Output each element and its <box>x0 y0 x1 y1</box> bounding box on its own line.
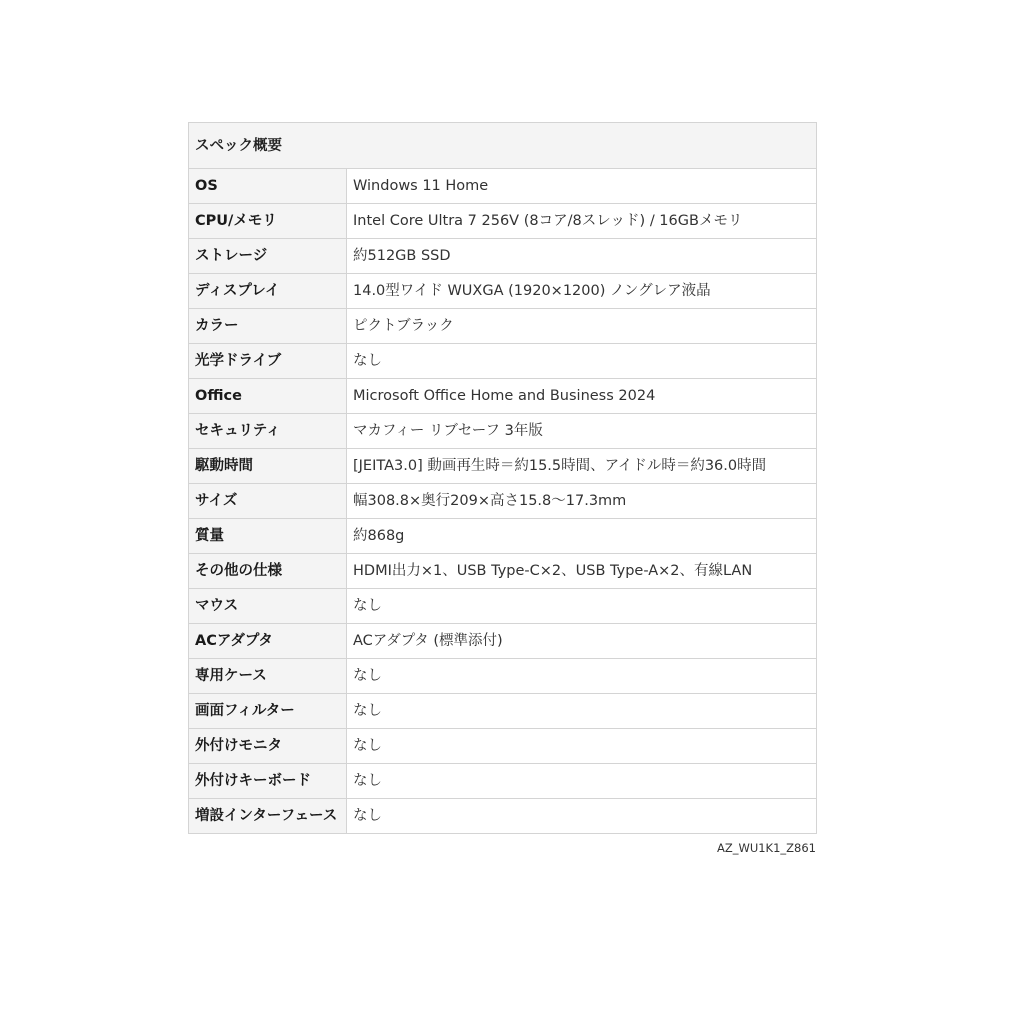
spec-label: ディスプレイ <box>189 274 347 309</box>
spec-row-screen-filter <box>189 694 817 729</box>
spec-label: 専用ケース <box>189 659 347 694</box>
spec-value: 約868g <box>347 519 817 554</box>
spec-row-case <box>189 659 817 694</box>
spec-label: マウス <box>189 589 347 624</box>
spec-label: セキュリティ <box>189 414 347 449</box>
spec-label: ストレージ <box>189 239 347 274</box>
spec-value: マカフィー リブセーフ 3年版 <box>347 414 817 449</box>
model-code: AZ_WU1K1_Z861 <box>716 841 816 855</box>
spec-label: CPU/メモリ <box>189 204 347 239</box>
spec-value: 幅308.8×奥行209×高さ15.8～17.3mm <box>347 484 817 519</box>
spec-value: なし <box>347 694 817 729</box>
spec-table <box>188 122 817 834</box>
spec-label: Office <box>189 379 347 414</box>
spec-row-office <box>189 379 817 414</box>
spec-row-security <box>189 414 817 449</box>
spec-row-storage <box>189 239 817 274</box>
spec-label: サイズ <box>189 484 347 519</box>
spec-row-other-specs <box>189 554 817 589</box>
spec-value: なし <box>347 589 817 624</box>
spec-value: なし <box>347 659 817 694</box>
spec-value: Intel Core Ultra 7 256V (8コア/8スレッド) / 16GBメモリ <box>347 204 817 239</box>
spec-row-cpu-memory <box>189 204 817 239</box>
spec-label: 増設インターフェース <box>189 799 347 834</box>
spec-table-header <box>189 123 817 169</box>
spec-value: なし <box>347 729 817 764</box>
spec-row-external-keyboard <box>189 764 817 799</box>
spec-value: なし <box>347 344 817 379</box>
spec-value: HDMI出力×1、USB Type-C×2、USB Type-A×2、有線LAN <box>347 554 817 589</box>
spec-value: 14.0型ワイド WUXGA (1920×1200) ノングレア液晶 <box>347 274 817 309</box>
spec-label: 光学ドライブ <box>189 344 347 379</box>
spec-row-display <box>189 274 817 309</box>
spec-row-ac-adapter <box>189 624 817 659</box>
spec-value: ACアダプタ (標準添付) <box>347 624 817 659</box>
spec-label: 外付けキーボード <box>189 764 347 799</box>
spec-value: Windows 11 Home <box>347 169 817 204</box>
spec-label: 画面フィルター <box>189 694 347 729</box>
spec-row-weight <box>189 519 817 554</box>
spec-summary <box>188 122 816 855</box>
spec-row-color <box>189 309 817 344</box>
spec-row-battery-life <box>189 449 817 484</box>
spec-label: ACアダプタ <box>189 624 347 659</box>
spec-row-expansion-interface <box>189 799 817 834</box>
spec-row-size <box>189 484 817 519</box>
spec-label: 質量 <box>189 519 347 554</box>
spec-row-mouse <box>189 589 817 624</box>
spec-row-optical-drive <box>189 344 817 379</box>
spec-label: OS <box>189 169 347 204</box>
spec-value: なし <box>347 764 817 799</box>
spec-row-os <box>189 169 817 204</box>
spec-table-title: スペック概要 <box>189 123 817 169</box>
spec-label: その他の仕様 <box>189 554 347 589</box>
spec-label: 駆動時間 <box>189 449 347 484</box>
spec-label: 外付けモニタ <box>189 729 347 764</box>
spec-value: [JEITA3.0] 動画再生時＝約15.5時間、アイドル時＝約36.0時間 <box>347 449 817 484</box>
spec-value: なし <box>347 799 817 834</box>
spec-label: カラー <box>189 309 347 344</box>
spec-value: ピクトブラック <box>347 309 817 344</box>
spec-value: Microsoft Office Home and Business 2024 <box>347 379 817 414</box>
spec-value: 約512GB SSD <box>347 239 817 274</box>
spec-row-external-monitor <box>189 729 817 764</box>
